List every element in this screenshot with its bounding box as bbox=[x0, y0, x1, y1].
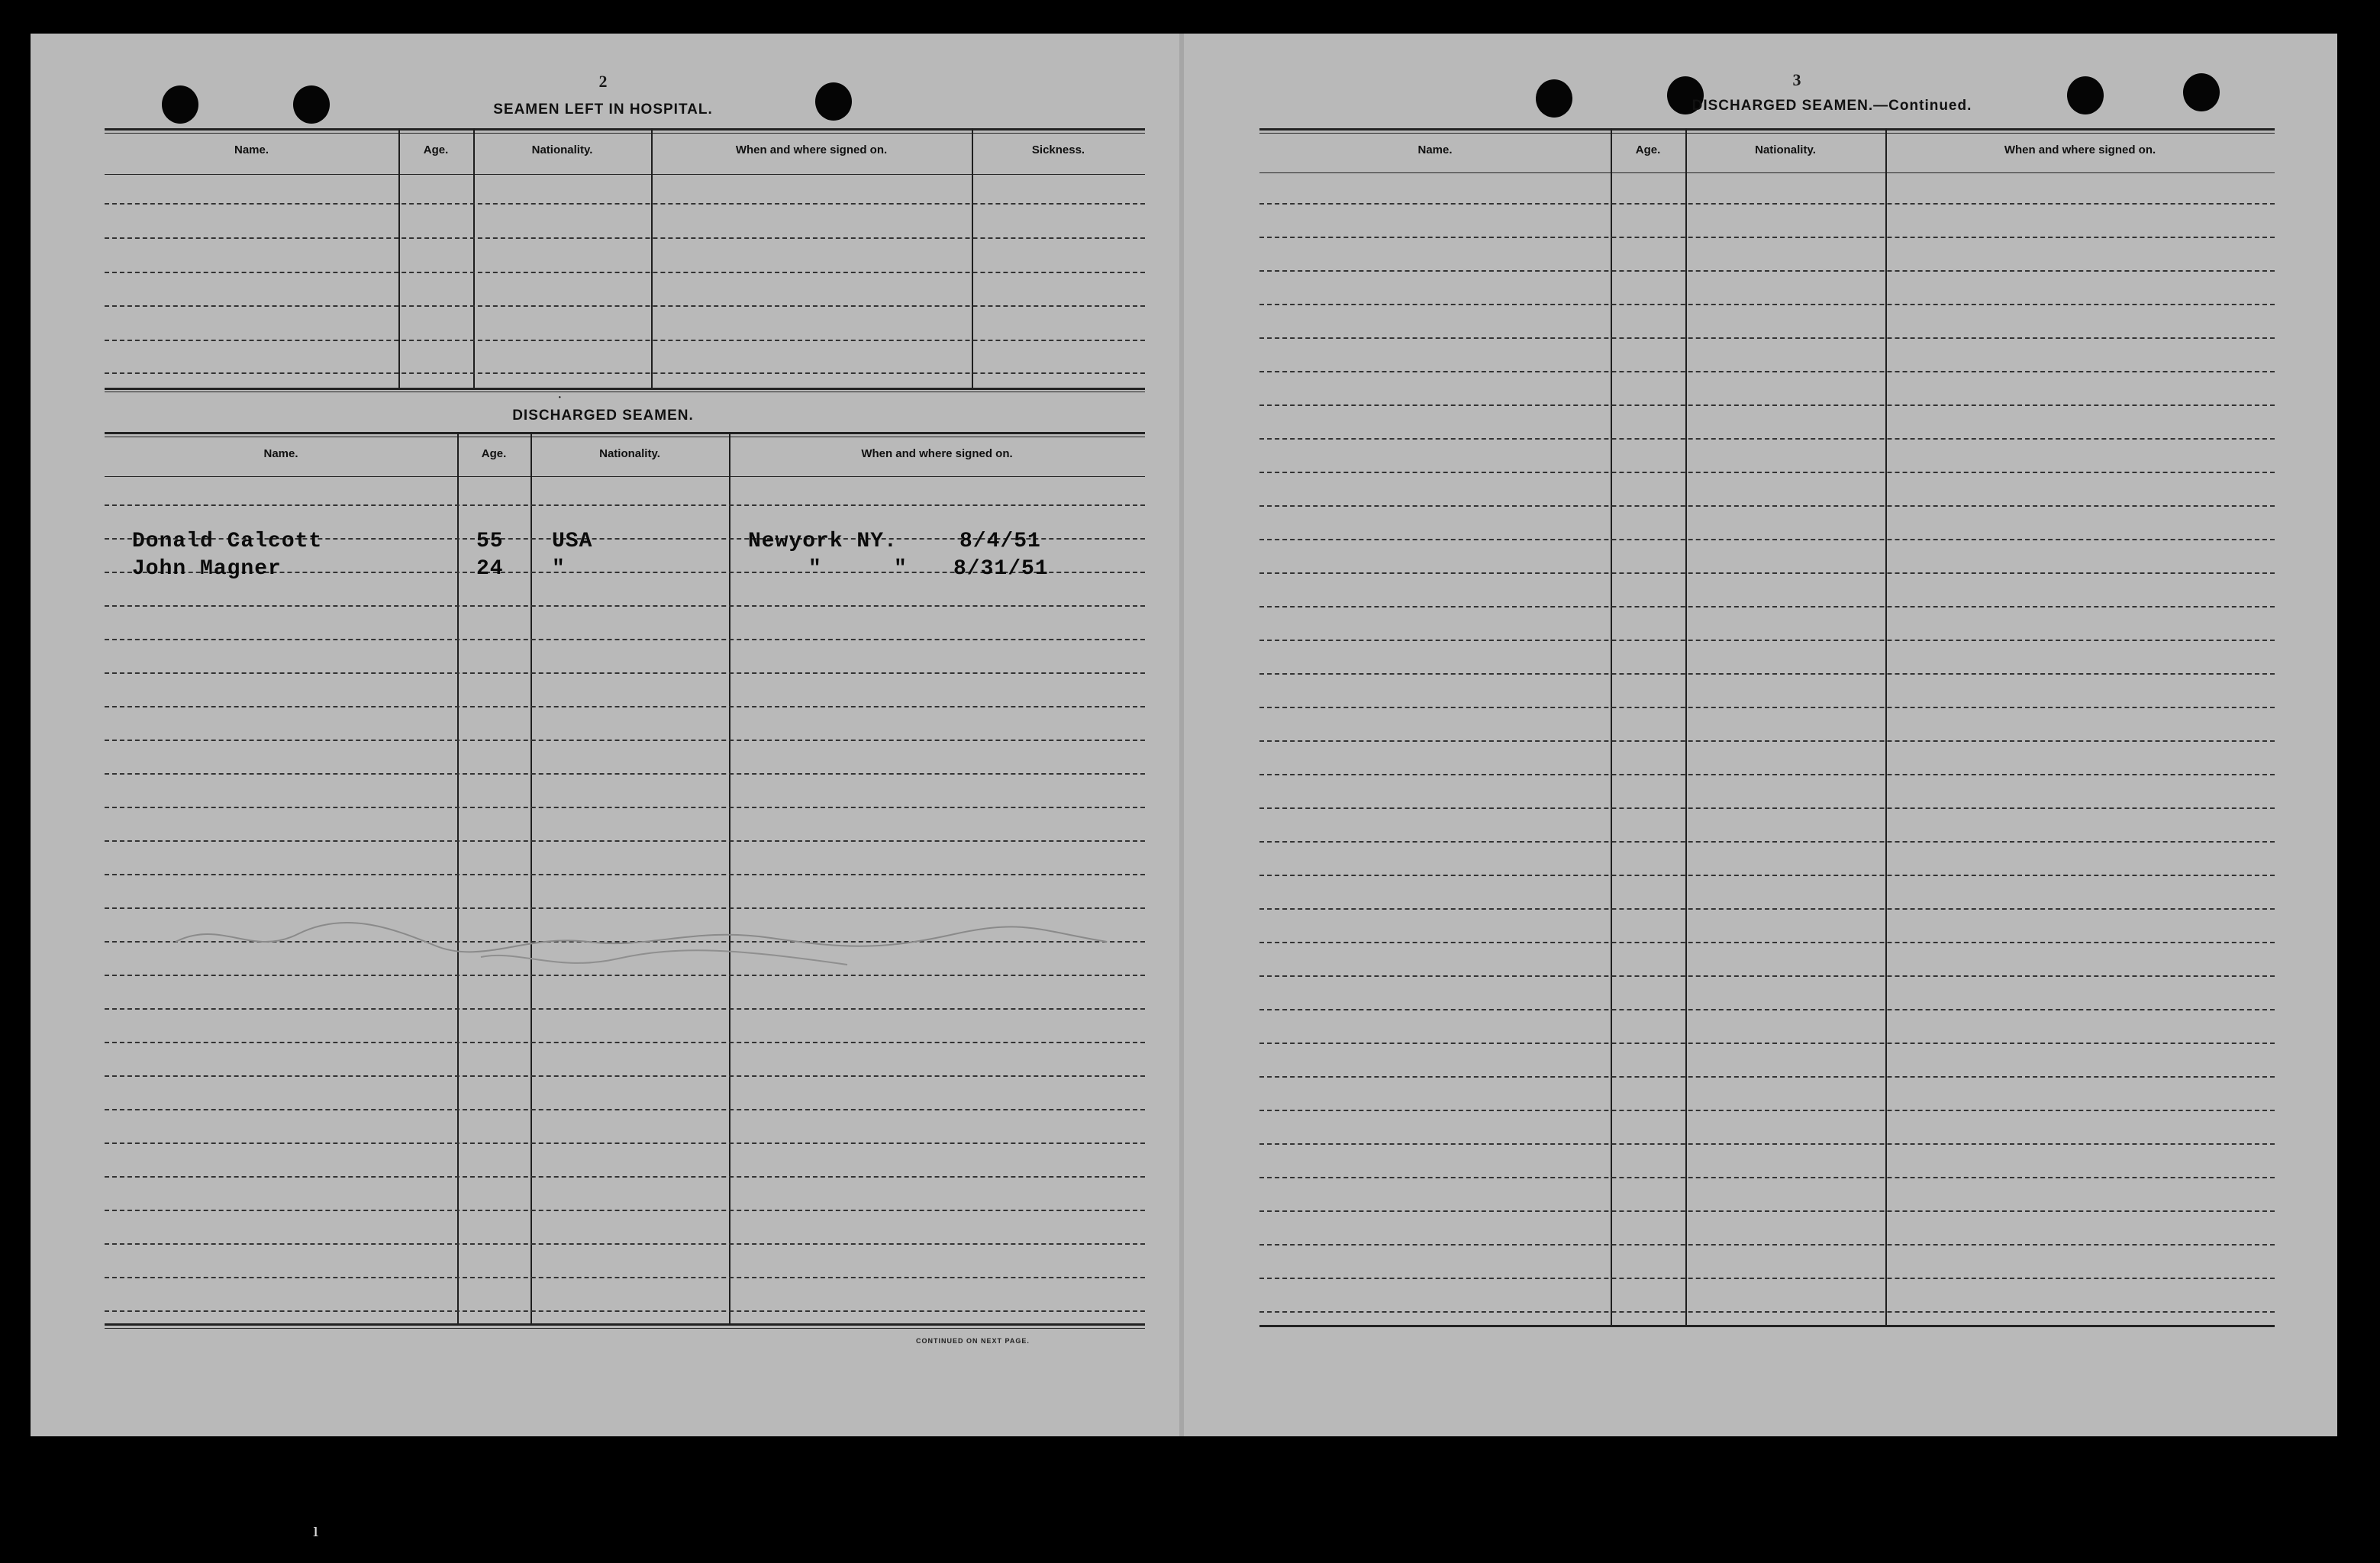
punch-hole bbox=[1536, 79, 1572, 118]
punch-hole bbox=[2067, 76, 2104, 114]
discharged-section-title: DISCHARGED SEAMEN. bbox=[512, 408, 694, 424]
form-sheet bbox=[31, 34, 2337, 1436]
col-nationality: Nationality. bbox=[531, 143, 593, 156]
continued-note: CONTINUED ON NEXT PAGE. bbox=[916, 1337, 1030, 1345]
document-viewer: 2 SEAMEN LEFT IN HOSPITAL. Name. Age. Nationality. When and where signed on. Sickness. · DISCHARGED SEAMEN. Name. Age. Nationality. When and where signed on. Donald Calcott 55 USA Newyork NY. 8/4/51 John Magner 24 " " " 8/31/51 CONTINUED ON NEXT PAGE. 3 DISCHARGED SEAMEN.—Continued. Name. Age. Nationality. When and where signed on. ı bbox=[0, 0, 2380, 1563]
discharged-table bbox=[105, 432, 1145, 1371]
col-signed-on: When and where signed on. bbox=[2004, 143, 2156, 156]
col-age: Age. bbox=[423, 143, 449, 156]
seaman-name: Donald Calcott bbox=[132, 530, 323, 553]
col-sickness: Sickness. bbox=[1031, 143, 1085, 156]
punch-hole bbox=[2183, 73, 2220, 111]
col-age: Age. bbox=[481, 447, 507, 460]
col-name: Name. bbox=[1417, 143, 1453, 156]
seaman-age: 24 bbox=[476, 557, 504, 581]
col-name: Name. bbox=[234, 143, 269, 156]
bleed-through-scribble bbox=[160, 904, 1153, 995]
hospital-table bbox=[105, 128, 1145, 432]
col-name: Name. bbox=[263, 447, 298, 460]
page-number: 2 bbox=[598, 72, 608, 91]
signed-on-place-ditto: " bbox=[894, 557, 908, 581]
signed-on-date: 8/31/51 bbox=[953, 557, 1049, 581]
punch-hole bbox=[293, 85, 330, 124]
punch-hole bbox=[162, 85, 198, 124]
discharged-continued-table bbox=[1259, 128, 2275, 1380]
page-number: 3 bbox=[1792, 70, 1801, 89]
col-nationality: Nationality. bbox=[1755, 143, 1816, 156]
hospital-section-title: SEAMEN LEFT IN HOSPITAL. bbox=[493, 102, 713, 118]
seaman-age: 55 bbox=[476, 530, 504, 553]
signed-on-date: 8/4/51 bbox=[959, 530, 1041, 553]
col-signed-on: When and where signed on. bbox=[861, 447, 1013, 460]
seaman-name: John Magner bbox=[132, 557, 282, 581]
col-nationality: Nationality. bbox=[599, 447, 660, 460]
col-signed-on: When and where signed on. bbox=[735, 143, 888, 156]
signed-on-place: Newyork NY. bbox=[748, 530, 898, 553]
col-age: Age. bbox=[1635, 143, 1661, 156]
left-page: 2 SEAMEN LEFT IN HOSPITAL. Name. Age. Nationality. When and where signed on. Sickness. · DISCHARGED SEAMEN. Name. Age. Nationality. When and where signed on. Donald Calcott 55 USA Newyork NY. 8/4/51 John Magner 24 " " " 8/31/51 CONTINUED ON NEXT PAGE. bbox=[31, 34, 1183, 1436]
right-page bbox=[1183, 34, 2337, 1436]
signed-on-place: " bbox=[808, 557, 822, 581]
seaman-nationality: " bbox=[552, 557, 566, 581]
seaman-nationality: USA bbox=[552, 530, 593, 553]
page-title: DISCHARGED SEAMEN.—Continued. bbox=[1691, 98, 1972, 114]
